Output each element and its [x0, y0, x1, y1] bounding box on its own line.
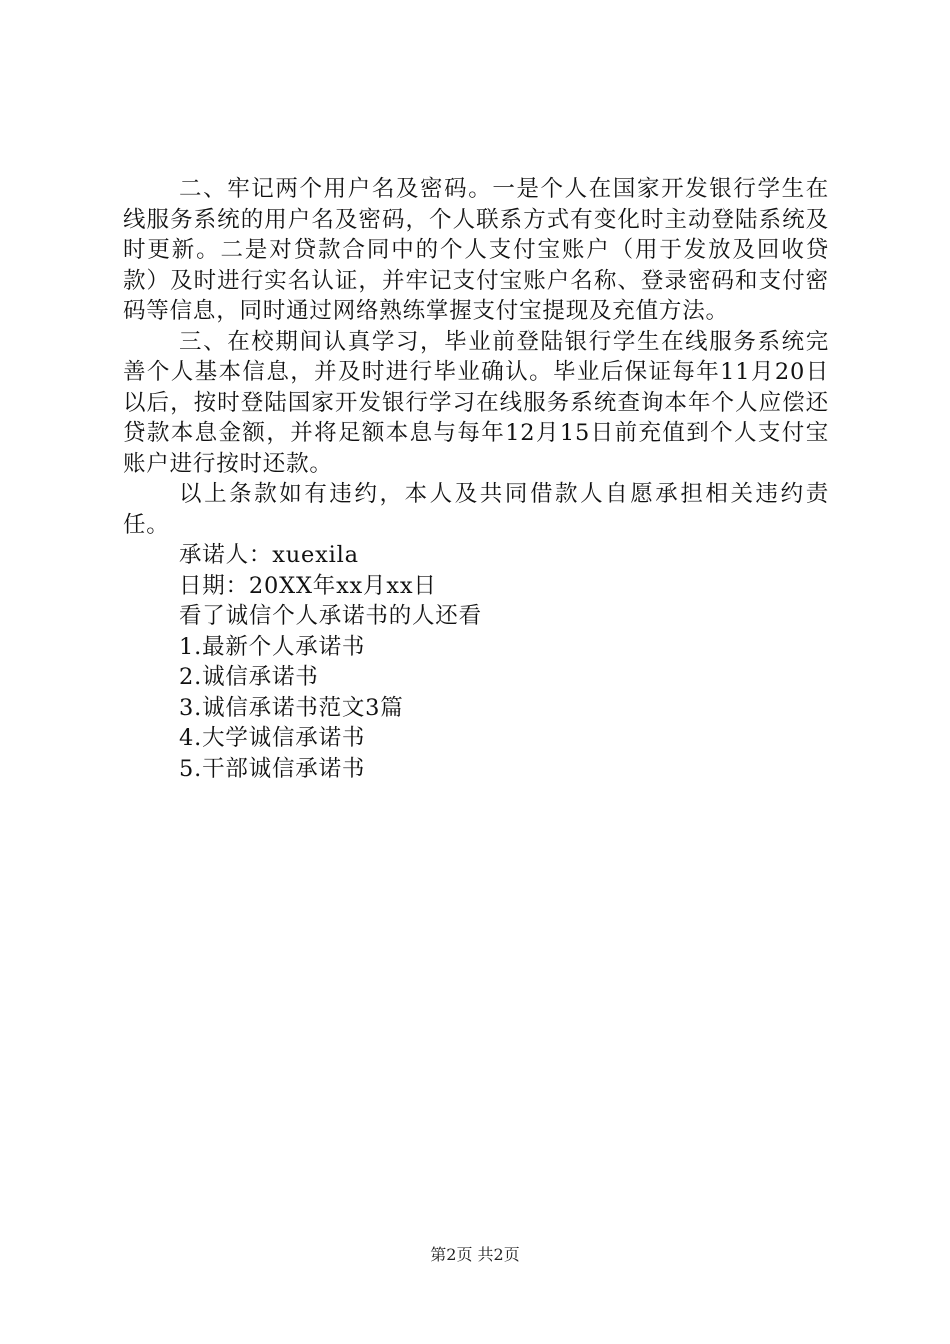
related-item[interactable]: 1.最新个人承诺书 [179, 633, 366, 660]
document-body [123, 174, 829, 784]
related-item[interactable]: 4.大学诚信承诺书 [179, 725, 366, 751]
paragraph-study-repayment: 三、在校期间认真学习，毕业前登陆银行学生在线服务系统完善个人基本信息，并及时进行毕业确认。毕业后保证每年11月20日以后，按时登陆国家开发银行学习在线服务系统查询本年个人应偿还贷款本息金额，并将足额本息与每年12月15日前充值到个人支付宝账户进行按时还款。 [123, 328, 829, 477]
related-item[interactable]: 2.诚信承诺书 [179, 664, 319, 690]
paragraph-usernames: 二、牢记两个用户名及密码。一是个人在国家开发银行学生在线服务系统的用户名及密码，个人联系方式有变化时主动登陆系统及时更新。二是对贷款合同中的个人支付宝账户（用于发放及回收贷款）及时进行实名认证，并牢记支付宝账户名称、登录密码和支付密码等信息，同时通过网络熟练掌握支付宝提现及充值方法。 [123, 176, 829, 324]
related-heading: 看了诚信个人承诺书的人还看 [179, 603, 482, 629]
related-item[interactable]: 5.干部诚信承诺书 [179, 755, 366, 782]
date-line: 日期：20XX年xx月xx日 [179, 572, 437, 599]
page-footer: 第2页 共2页 [430, 1245, 520, 1264]
paragraph-breach: 以上条款如有违约，本人及共同借款人自愿承担相关违约责任。 [123, 481, 829, 538]
related-item[interactable]: 3.诚信承诺书范文3篇 [179, 694, 404, 721]
signer-line: 承诺人：xuexila [179, 542, 359, 568]
